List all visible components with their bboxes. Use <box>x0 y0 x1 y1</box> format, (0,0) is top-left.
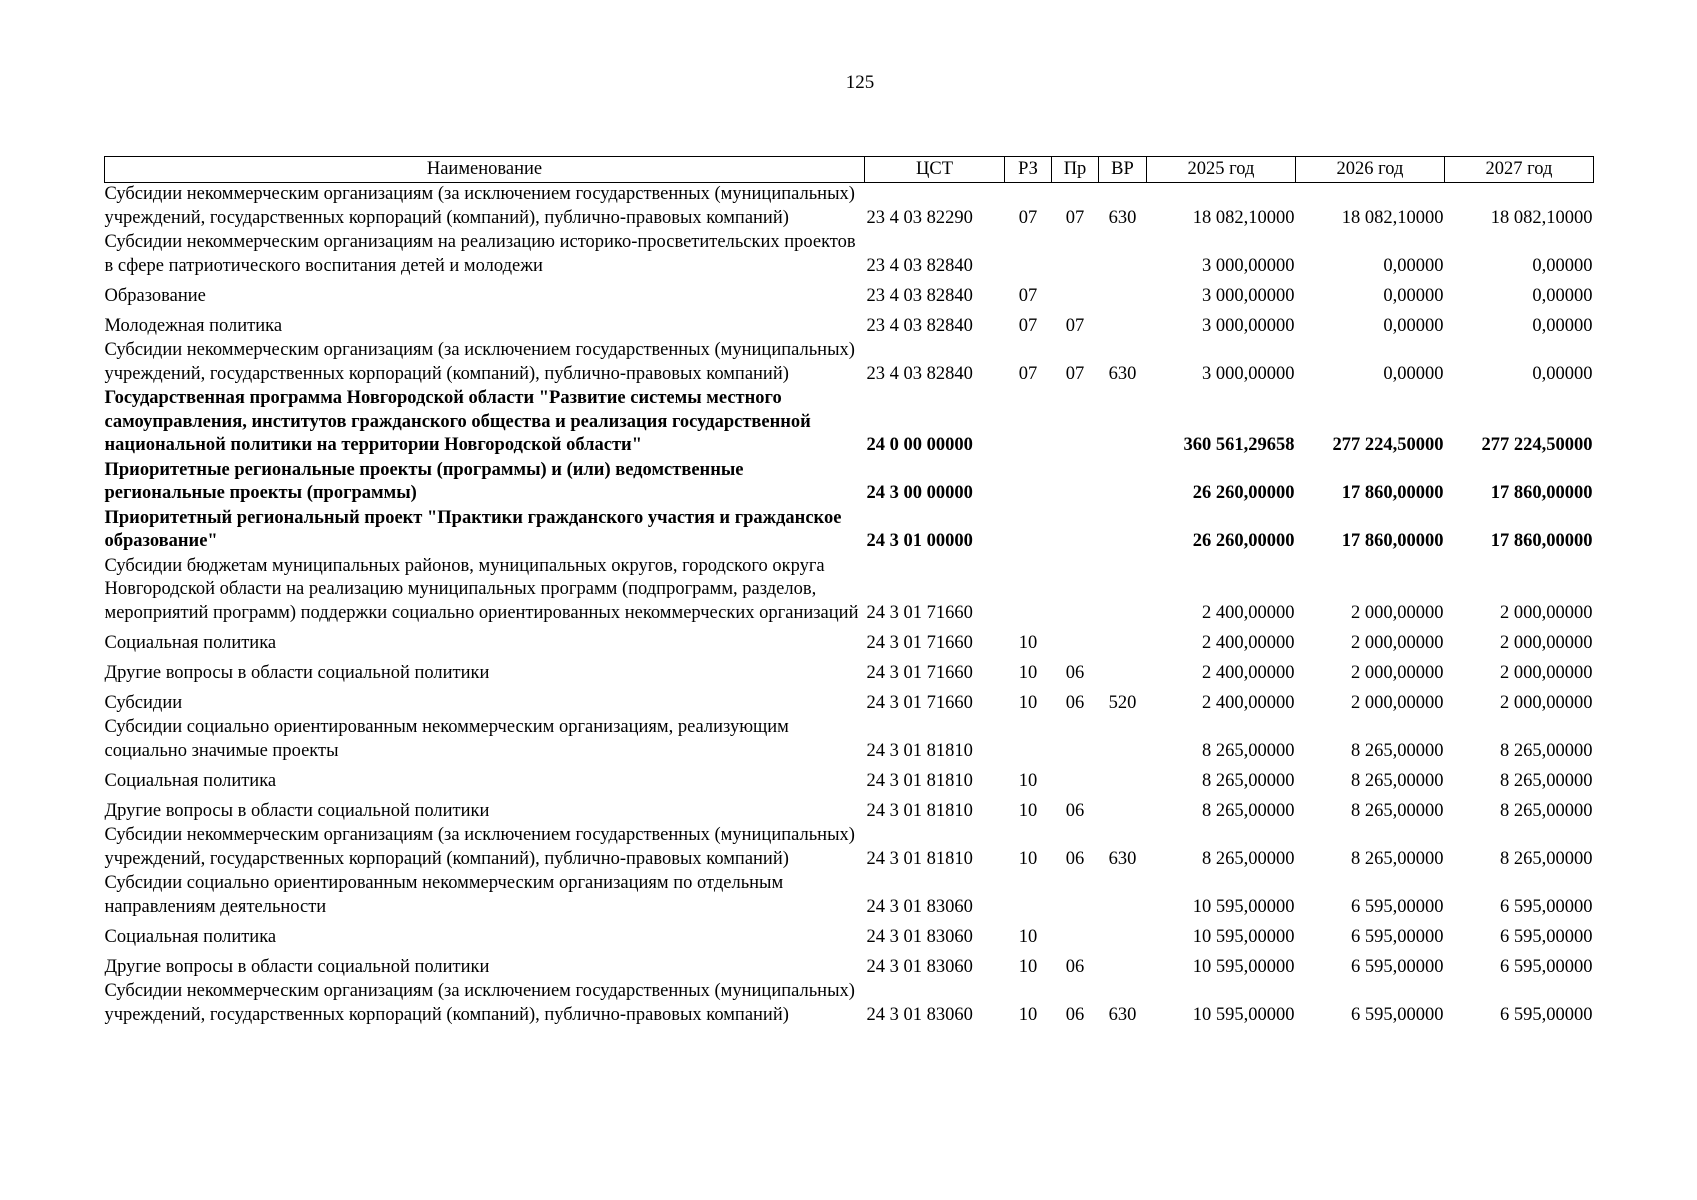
row-rz: 10 <box>1018 692 1038 713</box>
row-2025: 8 265,00000 <box>1202 740 1295 761</box>
row-2027: 2 000,00000 <box>1500 602 1593 623</box>
row-vr: 630 <box>1108 207 1137 228</box>
row-2026: 6 595,00000 <box>1351 896 1444 917</box>
table-row <box>105 716 1594 764</box>
row-rz: 10 <box>1018 926 1038 947</box>
row-vr <box>1099 794 1147 824</box>
row-2027: 6 595,00000 <box>1500 926 1593 947</box>
row-name: Субсидии некоммерческим организациям (за исключением государственных (муниципальных) учреждений, государственных корпораций (компаний), публично-правовых компаний) <box>104 340 855 384</box>
row-2027: 2 000,00000 <box>1500 632 1593 653</box>
table-row <box>105 626 1594 656</box>
row-name: Государственная программа Новгородской области "Развитие системы местного самоуправления, институтов гражданского общества и реализация государственной национальной политики на территории Новгородской области" <box>104 388 811 455</box>
table-row <box>105 459 1594 507</box>
row-2025: 3 000,00000 <box>1202 363 1295 384</box>
row-2027: 18 082,10000 <box>1490 207 1593 228</box>
row-name: Приоритетные региональные проекты (программы) и (или) ведомственные региональные проекты (программы) <box>104 459 744 503</box>
table-row <box>105 507 1594 555</box>
row-cst: 24 3 00 00000 <box>866 483 973 503</box>
row-cst: 24 3 01 81810 <box>866 740 973 761</box>
row-cst: 24 3 01 71660 <box>866 632 973 653</box>
table-header-row <box>105 157 1594 183</box>
row-name: Другие вопросы в области социальной политики <box>104 956 490 977</box>
row-pr: 06 <box>1065 692 1085 713</box>
row-2027: 6 595,00000 <box>1500 896 1593 917</box>
row-pr: 06 <box>1065 956 1085 977</box>
row-pr <box>1052 507 1099 555</box>
row-cst: 24 3 01 71660 <box>866 662 973 683</box>
row-pr <box>1052 459 1099 507</box>
row-pr: 06 <box>1065 662 1085 683</box>
row-vr <box>1099 309 1147 339</box>
row-pr <box>1052 716 1099 764</box>
row-2025: 360 561,29658 <box>1183 435 1295 455</box>
row-2027: 17 860,00000 <box>1490 531 1593 551</box>
row-rz: 10 <box>1018 662 1038 683</box>
row-2026: 8 265,00000 <box>1351 740 1444 761</box>
row-cst: 24 3 01 83060 <box>866 896 973 917</box>
row-2027: 8 265,00000 <box>1500 740 1593 761</box>
row-cst: 24 3 01 71660 <box>866 692 973 713</box>
row-rz: 07 <box>1018 315 1038 336</box>
row-2026: 6 595,00000 <box>1351 956 1444 977</box>
row-2026: 2 000,00000 <box>1351 662 1444 683</box>
row-2025: 2 400,00000 <box>1202 692 1295 713</box>
row-2026: 0,00000 <box>1383 363 1444 384</box>
row-cst: 23 4 03 82840 <box>866 285 973 306</box>
header-pr: Пр <box>1052 157 1099 183</box>
row-pr <box>1052 387 1099 459</box>
row-cst: 24 3 01 83060 <box>866 956 973 977</box>
row-name: Субсидии некоммерческим организациям (за исключением государственных (муниципальных) учреждений, государственных корпораций (компаний), публично-правовых компаний) <box>104 184 855 228</box>
row-pr: 07 <box>1065 363 1085 384</box>
row-rz <box>1005 507 1052 555</box>
row-cst: 24 3 01 81810 <box>866 800 973 821</box>
row-rz: 10 <box>1018 632 1038 653</box>
row-2027: 0,00000 <box>1532 363 1593 384</box>
row-2026: 8 265,00000 <box>1351 800 1444 821</box>
table-row <box>105 872 1594 920</box>
row-pr: 06 <box>1065 800 1085 821</box>
table-row <box>105 231 1594 279</box>
row-2025: 2 400,00000 <box>1202 632 1295 653</box>
row-name: Субсидии социально ориентированным некоммерческим организациям по отдельным направлениям деятельности <box>104 873 784 917</box>
row-name: Субсидии некоммерческим организациям на реализацию историко-просветительских проектов в сфере патриотического воспитания детей и молодежи <box>104 232 856 276</box>
table-row <box>105 764 1594 794</box>
row-2025: 18 082,10000 <box>1192 207 1295 228</box>
row-2027: 277 224,50000 <box>1481 435 1593 455</box>
row-vr: 520 <box>1108 692 1137 713</box>
table-row <box>105 980 1594 1028</box>
row-pr <box>1052 872 1099 920</box>
row-2027: 0,00000 <box>1532 285 1593 306</box>
row-2026: 0,00000 <box>1383 255 1444 276</box>
row-name: Образование <box>104 285 206 306</box>
row-rz: 07 <box>1018 285 1038 306</box>
row-2025: 8 265,00000 <box>1202 770 1295 791</box>
row-pr: 07 <box>1065 315 1085 336</box>
row-2027: 6 595,00000 <box>1500 1004 1593 1025</box>
row-pr: 06 <box>1065 1004 1085 1025</box>
row-rz <box>1005 872 1052 920</box>
row-cst: 23 4 03 82840 <box>866 363 973 384</box>
row-2025: 8 265,00000 <box>1202 848 1295 869</box>
row-rz: 07 <box>1018 363 1038 384</box>
row-rz: 10 <box>1018 956 1038 977</box>
row-2027: 6 595,00000 <box>1500 956 1593 977</box>
row-name: Социальная политика <box>104 632 277 653</box>
row-vr <box>1099 507 1147 555</box>
row-vr: 630 <box>1108 363 1137 384</box>
row-2026: 8 265,00000 <box>1351 848 1444 869</box>
table-row <box>105 279 1594 309</box>
page-number: 125 <box>845 72 875 93</box>
row-2025: 8 265,00000 <box>1202 800 1295 821</box>
row-rz: 07 <box>1018 207 1038 228</box>
row-rz <box>1005 231 1052 279</box>
row-name: Социальная политика <box>104 770 277 791</box>
row-vr: 630 <box>1108 1004 1137 1025</box>
row-2025: 26 260,00000 <box>1192 531 1295 551</box>
row-2025: 26 260,00000 <box>1192 483 1295 503</box>
row-2025: 10 595,00000 <box>1192 1004 1295 1025</box>
row-2025: 10 595,00000 <box>1192 896 1295 917</box>
row-2026: 277 224,50000 <box>1332 435 1444 455</box>
row-2026: 6 595,00000 <box>1351 926 1444 947</box>
row-name: Субсидии некоммерческим организациям (за исключением государственных (муниципальных) учреждений, государственных корпораций (компаний), публично-правовых компаний) <box>104 825 855 869</box>
row-pr <box>1052 231 1099 279</box>
budget-table <box>104 156 1594 1028</box>
row-cst: 23 4 03 82840 <box>866 315 973 336</box>
row-cst: 24 3 01 81810 <box>866 848 973 869</box>
row-vr <box>1099 920 1147 950</box>
row-name: Субсидии бюджетам муниципальных районов, муниципальных округов, городского округа Новгородской области на реализацию муниципальных программ (подпрограмм, разделов, мероприятий программ) поддержки социально ориентированных некоммерческих организаций <box>104 555 859 623</box>
table-body <box>105 183 1594 1029</box>
table-row <box>105 824 1594 872</box>
row-name: Социальная политика <box>104 926 277 947</box>
row-vr <box>1099 950 1147 980</box>
row-vr <box>1099 872 1147 920</box>
row-2026: 17 860,00000 <box>1341 483 1444 503</box>
row-2026: 0,00000 <box>1383 285 1444 306</box>
row-cst: 24 3 01 71660 <box>866 602 973 623</box>
row-2025: 2 400,00000 <box>1202 602 1295 623</box>
row-2027: 0,00000 <box>1532 255 1593 276</box>
table-row <box>105 555 1594 627</box>
row-2027: 8 265,00000 <box>1500 800 1593 821</box>
row-pr <box>1052 279 1099 309</box>
row-pr: 07 <box>1065 207 1085 228</box>
row-cst: 23 4 03 82290 <box>866 207 973 228</box>
header-2025: 2025 год <box>1147 157 1296 183</box>
row-name: Субсидии социально ориентированным некоммерческим организациям, реализующим социально значимые проекты <box>104 717 789 761</box>
table-row <box>105 656 1594 686</box>
row-2025: 10 595,00000 <box>1192 926 1295 947</box>
row-2026: 2 000,00000 <box>1351 632 1444 653</box>
row-pr <box>1052 764 1099 794</box>
row-2027: 8 265,00000 <box>1500 770 1593 791</box>
table-row <box>105 920 1594 950</box>
row-cst: 24 3 01 83060 <box>866 926 973 947</box>
table-row <box>105 950 1594 980</box>
row-pr: 06 <box>1065 848 1085 869</box>
table-row <box>105 309 1594 339</box>
row-vr <box>1099 231 1147 279</box>
row-vr <box>1099 656 1147 686</box>
table-row <box>105 339 1594 387</box>
row-cst: 24 3 01 00000 <box>866 531 973 551</box>
header-name: Наименование <box>105 157 865 183</box>
row-2026: 8 265,00000 <box>1351 770 1444 791</box>
row-vr: 630 <box>1108 848 1137 869</box>
row-name: Субсидии некоммерческим организациям (за исключением государственных (муниципальных) учреждений, государственных корпораций (компаний), публично-правовых компаний) <box>104 981 855 1025</box>
row-cst: 24 3 01 83060 <box>866 1004 973 1025</box>
row-vr <box>1099 716 1147 764</box>
header-2027: 2027 год <box>1445 157 1594 183</box>
header-vr: ВР <box>1099 157 1147 183</box>
table-row <box>105 183 1594 232</box>
header-rz: РЗ <box>1005 157 1052 183</box>
row-rz <box>1005 387 1052 459</box>
row-vr <box>1099 279 1147 309</box>
row-pr <box>1052 555 1099 627</box>
row-2026: 2 000,00000 <box>1351 692 1444 713</box>
row-2027: 0,00000 <box>1532 315 1593 336</box>
row-2026: 18 082,10000 <box>1341 207 1444 228</box>
row-rz: 10 <box>1018 1004 1038 1025</box>
header-2026: 2026 год <box>1296 157 1445 183</box>
row-vr <box>1099 555 1147 627</box>
row-2027: 2 000,00000 <box>1500 692 1593 713</box>
row-2026: 2 000,00000 <box>1351 602 1444 623</box>
table-row <box>105 387 1594 459</box>
row-vr <box>1099 764 1147 794</box>
row-2026: 6 595,00000 <box>1351 1004 1444 1025</box>
row-2027: 2 000,00000 <box>1500 662 1593 683</box>
row-2025: 3 000,00000 <box>1202 315 1295 336</box>
row-vr <box>1099 626 1147 656</box>
row-2026: 17 860,00000 <box>1341 531 1444 551</box>
row-name: Другие вопросы в области социальной политики <box>104 800 490 821</box>
row-rz: 10 <box>1018 770 1038 791</box>
row-vr <box>1099 459 1147 507</box>
row-2027: 17 860,00000 <box>1490 483 1593 503</box>
row-rz <box>1005 459 1052 507</box>
row-2025: 2 400,00000 <box>1202 662 1295 683</box>
row-2025: 10 595,00000 <box>1192 956 1295 977</box>
row-cst: 23 4 03 82840 <box>866 255 973 276</box>
row-2026: 0,00000 <box>1383 315 1444 336</box>
table-row <box>105 794 1594 824</box>
row-2027: 8 265,00000 <box>1500 848 1593 869</box>
row-name: Молодежная политика <box>104 315 283 336</box>
row-2025: 3 000,00000 <box>1202 285 1295 306</box>
row-name: Приоритетный региональный проект "Практики гражданского участия и гражданское образование" <box>104 507 842 551</box>
row-cst: 24 3 01 81810 <box>866 770 973 791</box>
row-name: Другие вопросы в области социальной политики <box>104 662 490 683</box>
row-rz: 10 <box>1018 848 1038 869</box>
row-rz <box>1005 716 1052 764</box>
row-rz: 10 <box>1018 800 1038 821</box>
header-cst: ЦСТ <box>865 157 1005 183</box>
row-name: Субсидии <box>104 692 183 713</box>
row-rz <box>1005 555 1052 627</box>
row-2025: 3 000,00000 <box>1202 255 1295 276</box>
row-pr <box>1052 920 1099 950</box>
table-row <box>105 686 1594 716</box>
row-cst: 24 0 00 00000 <box>866 435 973 455</box>
row-pr <box>1052 626 1099 656</box>
row-vr <box>1099 387 1147 459</box>
